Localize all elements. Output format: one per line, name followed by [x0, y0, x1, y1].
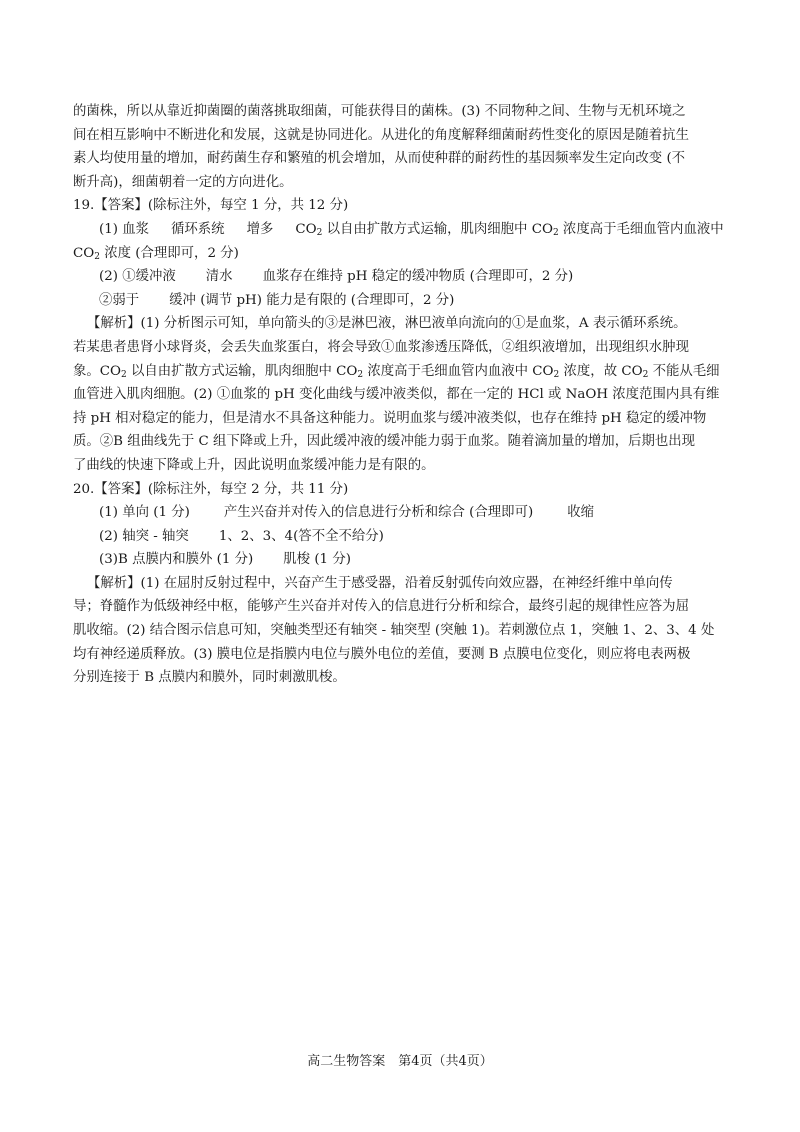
q20-section: [73, 478, 729, 690]
text-line: 象。$CO_2$ 以自由扩散方式运输，肌肉细胞中 $CO_2$ 浓度高于毛细血管内血液中 $CO_2$ 浓度，故 $CO_2$ 不能从毛细: [73, 363, 720, 380]
q19-heading: 19.【答案】(除标注外，每空 1 分，共 12 分): [73, 198, 349, 214]
text-line: 【解析】(1) 在屈肘反射过程中，兴奋产生于感受器，沿着反射弧传向效应器，在神经纤维中单向传: [87, 575, 673, 591]
text-line: 了曲线的快速下降或上升，因此说明血浆缓冲能力是有限的。: [73, 457, 435, 473]
page-footer: 高二生物答案 第4页（共4页）: [307, 1054, 493, 1069]
text-line: 分别连接于 B 点膜内和膜外，同时刺激肌梭。: [73, 670, 346, 686]
text-line: 间在相互影响中不断进化和发展，这就是协同进化。从进化的角度解释细菌耐药性变化的原因是随着抗生: [73, 127, 689, 143]
q19-answer-3: ②弱于 缓冲 (调节 pH) 能力是有限的 (合理即可，2 分): [99, 292, 455, 308]
text-line: 肌收缩。(2) 结合图示信息可知，突触类型还有轴突 - 轴突型 (突触 1)。若刺激位点 1，突触 1、2、3、4 处: [73, 623, 715, 639]
text-line: 断升高)，细菌朝着一定的方向进化。: [73, 174, 293, 190]
text-line: 质。②B 组曲线先于 C 组下降或上升，因此缓冲液的缓冲能力弱于血浆。随着滴加量的增加，后期也出现: [73, 434, 696, 450]
text-line: 导；脊髓作为低级神经中枢，能够产生兴奋并对传入的信息进行分析和综合，最终引起的规律性应答为屈: [73, 599, 689, 615]
q19-answer-1: (1) 血浆 循环系统 增多 $CO_2$ 以自由扩散方式运输，肌肉细胞中 $CO_2$ 浓度高于毛细血管内血液中: [99, 221, 724, 238]
q20-answer-3: (3)B 点膜内和膜外 (1 分) 肌梭 (1 分): [99, 552, 351, 568]
q18-continuation: [73, 100, 729, 194]
text-line: 均有神经递质释放。(3) 膜电位是指膜内电位与膜外电位的差值，要测 B 点膜电位变化，则应将电表两极: [73, 646, 691, 662]
text-line: 血管进入肌肉细胞。(2) ①血浆的 pH 变化曲线与缓冲液类似，都在一定的 HCl 或 NaOH 浓度范围内具有维: [73, 387, 720, 403]
q19-answer-2: (2) ①缓冲液 清水 血浆存在维持 pH 稳定的缓冲物质 (合理即可，2 分): [99, 269, 574, 285]
q19-analysis: [73, 312, 729, 477]
text-line: 素人均使用量的增加，耐药菌生存和繁殖的机会增加，从而使种群的耐药性的基因频率发生定向改变 (不: [73, 151, 686, 167]
q20-heading: 20.【答案】(除标注外，每空 2 分，共 11 分): [73, 481, 349, 497]
q20-analysis: [73, 572, 729, 690]
q19-section: [73, 194, 729, 477]
q19-answer-1-cont: $CO_2$ 浓度 (合理即可，2 分): [73, 245, 239, 262]
text-line: 【解析】(1) 分析图示可知，单向箭头的③是淋巴液，淋巴液单向流向的①是血浆，A 表示循环系统。: [87, 316, 687, 332]
text-line: 持 pH 相对稳定的能力，但是清水不具备这种能力。说明血浆与缓冲液类似，也存在维持 pH 稳定的缓冲物: [73, 410, 707, 426]
text-line: 的菌株，所以从靠近抑菌圈的菌落挑取细菌，可能获得目的菌株。(3) 不同物种之间、生物与无机环境之: [73, 104, 686, 119]
q20-answer-2: (2) 轴突 - 轴突 1、2、3、4(答不全不给分): [99, 528, 384, 544]
page-content: [73, 100, 729, 690]
text-line: 若某患者患肾小球肾炎，会丢失血浆蛋白，将会导致①血浆渗透压降低，②组织液增加，出现组织水肿现: [73, 339, 689, 355]
q20-answer-1: (1) 单向 (1 分) 产生兴奋并对传入的信息进行分析和综合 (合理即可) 收缩: [99, 505, 594, 521]
